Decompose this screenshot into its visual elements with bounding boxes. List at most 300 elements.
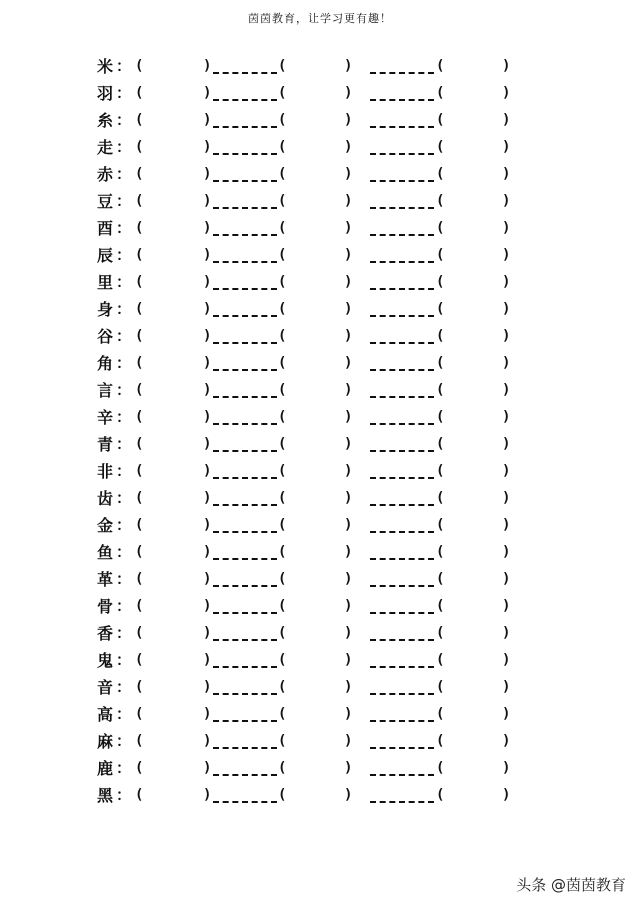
open-paren: ( xyxy=(135,193,144,209)
answer-blank-line xyxy=(213,288,277,290)
answer-blank-line xyxy=(213,531,277,533)
answer-blank-line xyxy=(213,450,277,452)
answer-blank-line xyxy=(370,585,434,587)
open-paren: ( xyxy=(436,301,445,317)
open-paren: ( xyxy=(135,355,144,371)
open-paren: ( xyxy=(436,382,445,398)
open-paren: ( xyxy=(278,490,287,506)
radical-character: 鱼 xyxy=(97,543,114,562)
close-paren: ) xyxy=(344,652,353,668)
close-paren: ) xyxy=(344,760,353,776)
answer-blank-line xyxy=(213,261,277,263)
close-paren: ) xyxy=(344,193,353,209)
answer-blank-line xyxy=(213,369,277,371)
worksheet-row xyxy=(0,674,640,701)
open-paren: ( xyxy=(436,193,445,209)
answer-blank-line xyxy=(213,720,277,722)
close-paren: ) xyxy=(344,355,353,371)
worksheet-row xyxy=(0,296,640,323)
answer-blank-line xyxy=(370,342,434,344)
close-paren: ) xyxy=(502,58,511,74)
answer-blank-line xyxy=(370,423,434,425)
open-paren: ( xyxy=(135,679,144,695)
colon-mark: ： xyxy=(116,165,132,183)
close-paren: ) xyxy=(502,193,511,209)
close-paren: ) xyxy=(344,490,353,506)
open-paren: ( xyxy=(135,58,144,74)
open-paren: ( xyxy=(436,274,445,290)
colon-mark: ： xyxy=(116,597,132,615)
close-paren: ) xyxy=(203,220,212,236)
open-paren: ( xyxy=(436,625,445,641)
answer-blank-line xyxy=(213,747,277,749)
radical-character: 麻 xyxy=(97,732,114,751)
radical-character: 走 xyxy=(97,138,114,157)
close-paren: ) xyxy=(203,760,212,776)
worksheet-row xyxy=(0,242,640,269)
close-paren: ) xyxy=(502,112,511,128)
colon-mark: ： xyxy=(116,246,132,264)
answer-blank-line xyxy=(370,639,434,641)
worksheet-row xyxy=(0,107,640,134)
colon-mark: ： xyxy=(116,732,132,750)
colon-mark: ： xyxy=(116,786,132,804)
worksheet-row xyxy=(0,566,640,593)
close-paren: ) xyxy=(502,85,511,101)
radical-character: 身 xyxy=(97,300,114,319)
close-paren: ) xyxy=(502,301,511,317)
answer-blank-line xyxy=(370,477,434,479)
radical-character: 糸 xyxy=(97,111,114,130)
close-paren: ) xyxy=(502,355,511,371)
radical-character: 齿 xyxy=(97,489,114,508)
close-paren: ) xyxy=(203,625,212,641)
worksheet-row xyxy=(0,728,640,755)
close-paren: ) xyxy=(502,787,511,803)
answer-blank-line xyxy=(370,504,434,506)
open-paren: ( xyxy=(135,139,144,155)
answer-blank-line xyxy=(370,288,434,290)
open-paren: ( xyxy=(436,517,445,533)
worksheet-row xyxy=(0,647,640,674)
close-paren: ) xyxy=(344,625,353,641)
open-paren: ( xyxy=(135,409,144,425)
radical-character: 骨 xyxy=(97,597,114,616)
open-paren: ( xyxy=(278,139,287,155)
close-paren: ) xyxy=(203,733,212,749)
close-paren: ) xyxy=(344,436,353,452)
close-paren: ) xyxy=(502,679,511,695)
open-paren: ( xyxy=(135,382,144,398)
radical-character: 鬼 xyxy=(97,651,114,670)
close-paren: ) xyxy=(203,274,212,290)
answer-blank-line xyxy=(370,234,434,236)
watermark: 头条 @茵茵教育 xyxy=(516,876,626,894)
radical-character: 谷 xyxy=(97,327,114,346)
close-paren: ) xyxy=(203,571,212,587)
close-paren: ) xyxy=(344,220,353,236)
radical-character: 音 xyxy=(97,678,114,697)
radical-character: 言 xyxy=(97,381,114,400)
open-paren: ( xyxy=(436,679,445,695)
close-paren: ) xyxy=(502,247,511,263)
answer-blank-line xyxy=(213,396,277,398)
radical-character: 赤 xyxy=(97,165,114,184)
worksheet-row xyxy=(0,458,640,485)
open-paren: ( xyxy=(278,274,287,290)
open-paren: ( xyxy=(135,328,144,344)
answer-blank-line xyxy=(213,234,277,236)
open-paren: ( xyxy=(135,463,144,479)
worksheet-row xyxy=(0,593,640,620)
close-paren: ) xyxy=(203,409,212,425)
answer-blank-line xyxy=(213,612,277,614)
radical-character: 角 xyxy=(97,354,114,373)
answer-blank-line xyxy=(213,72,277,74)
open-paren: ( xyxy=(278,112,287,128)
close-paren: ) xyxy=(502,220,511,236)
answer-blank-line xyxy=(370,261,434,263)
open-paren: ( xyxy=(278,220,287,236)
open-paren: ( xyxy=(278,85,287,101)
close-paren: ) xyxy=(502,598,511,614)
close-paren: ) xyxy=(203,355,212,371)
open-paren: ( xyxy=(436,166,445,182)
open-paren: ( xyxy=(436,112,445,128)
answer-blank-line xyxy=(370,531,434,533)
answer-blank-line xyxy=(213,315,277,317)
open-paren: ( xyxy=(278,760,287,776)
open-paren: ( xyxy=(278,463,287,479)
open-paren: ( xyxy=(278,733,287,749)
colon-mark: ： xyxy=(116,327,132,345)
close-paren: ) xyxy=(502,652,511,668)
answer-blank-line xyxy=(370,612,434,614)
close-paren: ) xyxy=(344,517,353,533)
open-paren: ( xyxy=(436,463,445,479)
radical-character: 青 xyxy=(97,435,114,454)
open-paren: ( xyxy=(278,679,287,695)
answer-blank-line xyxy=(370,747,434,749)
radical-character: 米 xyxy=(97,57,114,76)
worksheet-row xyxy=(0,161,640,188)
close-paren: ) xyxy=(502,166,511,182)
page-header: 茵茵教育，让学习更有趣！ xyxy=(248,12,392,25)
open-paren: ( xyxy=(135,625,144,641)
worksheet-row xyxy=(0,269,640,296)
answer-blank-line xyxy=(213,180,277,182)
close-paren: ) xyxy=(502,274,511,290)
close-paren: ) xyxy=(344,58,353,74)
worksheet-row xyxy=(0,620,640,647)
close-paren: ) xyxy=(502,517,511,533)
open-paren: ( xyxy=(135,274,144,290)
answer-blank-line xyxy=(213,558,277,560)
open-paren: ( xyxy=(436,490,445,506)
worksheet-row xyxy=(0,755,640,782)
close-paren: ) xyxy=(502,760,511,776)
close-paren: ) xyxy=(203,787,212,803)
worksheet-row xyxy=(0,377,640,404)
radical-character: 革 xyxy=(97,570,114,589)
answer-blank-line xyxy=(213,801,277,803)
answer-blank-line xyxy=(213,585,277,587)
worksheet-row xyxy=(0,539,640,566)
colon-mark: ： xyxy=(116,678,132,696)
close-paren: ) xyxy=(203,652,212,668)
close-paren: ) xyxy=(203,139,212,155)
close-paren: ) xyxy=(203,436,212,452)
open-paren: ( xyxy=(278,571,287,587)
close-paren: ) xyxy=(344,274,353,290)
open-paren: ( xyxy=(135,706,144,722)
close-paren: ) xyxy=(203,301,212,317)
open-paren: ( xyxy=(278,382,287,398)
close-paren: ) xyxy=(203,247,212,263)
colon-mark: ： xyxy=(116,570,132,588)
close-paren: ) xyxy=(502,544,511,560)
open-paren: ( xyxy=(278,409,287,425)
answer-blank-line xyxy=(213,774,277,776)
worksheet-row xyxy=(0,80,640,107)
worksheet-row xyxy=(0,512,640,539)
close-paren: ) xyxy=(502,571,511,587)
open-paren: ( xyxy=(278,625,287,641)
worksheet-row xyxy=(0,350,640,377)
open-paren: ( xyxy=(135,760,144,776)
open-paren: ( xyxy=(135,220,144,236)
close-paren: ) xyxy=(344,733,353,749)
open-paren: ( xyxy=(135,544,144,560)
answer-blank-line xyxy=(213,666,277,668)
answer-blank-line xyxy=(213,639,277,641)
close-paren: ) xyxy=(502,625,511,641)
worksheet-row xyxy=(0,215,640,242)
open-paren: ( xyxy=(436,760,445,776)
answer-blank-line xyxy=(213,342,277,344)
open-paren: ( xyxy=(436,544,445,560)
close-paren: ) xyxy=(344,571,353,587)
colon-mark: ： xyxy=(116,192,132,210)
close-paren: ) xyxy=(344,112,353,128)
open-paren: ( xyxy=(278,58,287,74)
open-paren: ( xyxy=(278,706,287,722)
worksheet-row xyxy=(0,701,640,728)
colon-mark: ： xyxy=(116,219,132,237)
open-paren: ( xyxy=(436,733,445,749)
radical-character: 羽 xyxy=(97,84,114,103)
radical-character: 非 xyxy=(97,462,114,481)
open-paren: ( xyxy=(278,517,287,533)
colon-mark: ： xyxy=(116,462,132,480)
open-paren: ( xyxy=(135,733,144,749)
close-paren: ) xyxy=(344,139,353,155)
close-paren: ) xyxy=(203,193,212,209)
colon-mark: ： xyxy=(116,516,132,534)
close-paren: ) xyxy=(502,733,511,749)
close-paren: ) xyxy=(344,247,353,263)
colon-mark: ： xyxy=(116,435,132,453)
answer-blank-line xyxy=(213,153,277,155)
close-paren: ) xyxy=(203,382,212,398)
open-paren: ( xyxy=(278,787,287,803)
open-paren: ( xyxy=(436,436,445,452)
colon-mark: ： xyxy=(116,408,132,426)
colon-mark: ： xyxy=(116,705,132,723)
open-paren: ( xyxy=(278,598,287,614)
answer-blank-line xyxy=(213,99,277,101)
open-paren: ( xyxy=(278,436,287,452)
colon-mark: ： xyxy=(116,111,132,129)
answer-blank-line xyxy=(370,315,434,317)
open-paren: ( xyxy=(436,652,445,668)
answer-blank-line xyxy=(213,207,277,209)
close-paren: ) xyxy=(344,409,353,425)
open-paren: ( xyxy=(436,58,445,74)
worksheet-row xyxy=(0,134,640,161)
close-paren: ) xyxy=(203,85,212,101)
answer-blank-line xyxy=(370,99,434,101)
open-paren: ( xyxy=(436,706,445,722)
close-paren: ) xyxy=(502,463,511,479)
close-paren: ) xyxy=(502,436,511,452)
worksheet-rows xyxy=(0,53,640,809)
open-paren: ( xyxy=(135,652,144,668)
worksheet-row xyxy=(0,431,640,458)
worksheet-row xyxy=(0,404,640,431)
open-paren: ( xyxy=(135,301,144,317)
open-paren: ( xyxy=(278,652,287,668)
close-paren: ) xyxy=(502,139,511,155)
answer-blank-line xyxy=(370,693,434,695)
close-paren: ) xyxy=(344,706,353,722)
answer-blank-line xyxy=(370,720,434,722)
answer-blank-line xyxy=(370,801,434,803)
open-paren: ( xyxy=(135,787,144,803)
radical-character: 辛 xyxy=(97,408,114,427)
open-paren: ( xyxy=(135,490,144,506)
close-paren: ) xyxy=(344,463,353,479)
open-paren: ( xyxy=(135,247,144,263)
open-paren: ( xyxy=(436,598,445,614)
colon-mark: ： xyxy=(116,84,132,102)
open-paren: ( xyxy=(278,247,287,263)
open-paren: ( xyxy=(436,247,445,263)
answer-blank-line xyxy=(370,396,434,398)
open-paren: ( xyxy=(436,571,445,587)
colon-mark: ： xyxy=(116,354,132,372)
close-paren: ) xyxy=(203,598,212,614)
open-paren: ( xyxy=(436,787,445,803)
radical-character: 高 xyxy=(97,705,114,724)
answer-blank-line xyxy=(213,504,277,506)
close-paren: ) xyxy=(502,409,511,425)
colon-mark: ： xyxy=(116,543,132,561)
open-paren: ( xyxy=(436,139,445,155)
close-paren: ) xyxy=(203,58,212,74)
close-paren: ) xyxy=(344,787,353,803)
radical-character: 金 xyxy=(97,516,114,535)
colon-mark: ： xyxy=(116,57,132,75)
close-paren: ) xyxy=(344,85,353,101)
radical-character: 酉 xyxy=(97,219,114,238)
worksheet-row xyxy=(0,323,640,350)
close-paren: ) xyxy=(203,328,212,344)
open-paren: ( xyxy=(436,220,445,236)
radical-character: 黑 xyxy=(97,786,114,805)
close-paren: ) xyxy=(502,490,511,506)
colon-mark: ： xyxy=(116,489,132,507)
colon-mark: ： xyxy=(116,381,132,399)
close-paren: ) xyxy=(344,301,353,317)
open-paren: ( xyxy=(135,166,144,182)
close-paren: ) xyxy=(502,382,511,398)
worksheet-row xyxy=(0,782,640,809)
radical-character: 里 xyxy=(97,273,114,292)
open-paren: ( xyxy=(135,598,144,614)
open-paren: ( xyxy=(135,85,144,101)
close-paren: ) xyxy=(203,166,212,182)
open-paren: ( xyxy=(278,355,287,371)
answer-blank-line xyxy=(370,450,434,452)
close-paren: ) xyxy=(344,679,353,695)
close-paren: ) xyxy=(203,490,212,506)
radical-character: 辰 xyxy=(97,246,114,265)
radical-character: 豆 xyxy=(97,192,114,211)
close-paren: ) xyxy=(203,544,212,560)
answer-blank-line xyxy=(370,153,434,155)
answer-blank-line xyxy=(213,423,277,425)
radical-character: 鹿 xyxy=(97,759,114,778)
close-paren: ) xyxy=(344,544,353,560)
close-paren: ) xyxy=(344,598,353,614)
open-paren: ( xyxy=(278,301,287,317)
answer-blank-line xyxy=(370,369,434,371)
worksheet-row xyxy=(0,485,640,512)
answer-blank-line xyxy=(213,693,277,695)
close-paren: ) xyxy=(502,328,511,344)
close-paren: ) xyxy=(502,706,511,722)
close-paren: ) xyxy=(344,328,353,344)
open-paren: ( xyxy=(135,517,144,533)
open-paren: ( xyxy=(278,544,287,560)
colon-mark: ： xyxy=(116,624,132,642)
colon-mark: ： xyxy=(116,138,132,156)
answer-blank-line xyxy=(370,207,434,209)
open-paren: ( xyxy=(436,409,445,425)
answer-blank-line xyxy=(370,72,434,74)
answer-blank-line xyxy=(213,126,277,128)
answer-blank-line xyxy=(370,180,434,182)
close-paren: ) xyxy=(344,382,353,398)
open-paren: ( xyxy=(436,328,445,344)
open-paren: ( xyxy=(278,193,287,209)
open-paren: ( xyxy=(135,436,144,452)
open-paren: ( xyxy=(436,85,445,101)
answer-blank-line xyxy=(213,477,277,479)
close-paren: ) xyxy=(203,463,212,479)
answer-blank-line xyxy=(370,558,434,560)
open-paren: ( xyxy=(436,355,445,371)
close-paren: ) xyxy=(344,166,353,182)
close-paren: ) xyxy=(203,679,212,695)
answer-blank-line xyxy=(370,774,434,776)
open-paren: ( xyxy=(135,112,144,128)
open-paren: ( xyxy=(278,328,287,344)
open-paren: ( xyxy=(135,571,144,587)
answer-blank-line xyxy=(370,126,434,128)
close-paren: ) xyxy=(203,517,212,533)
